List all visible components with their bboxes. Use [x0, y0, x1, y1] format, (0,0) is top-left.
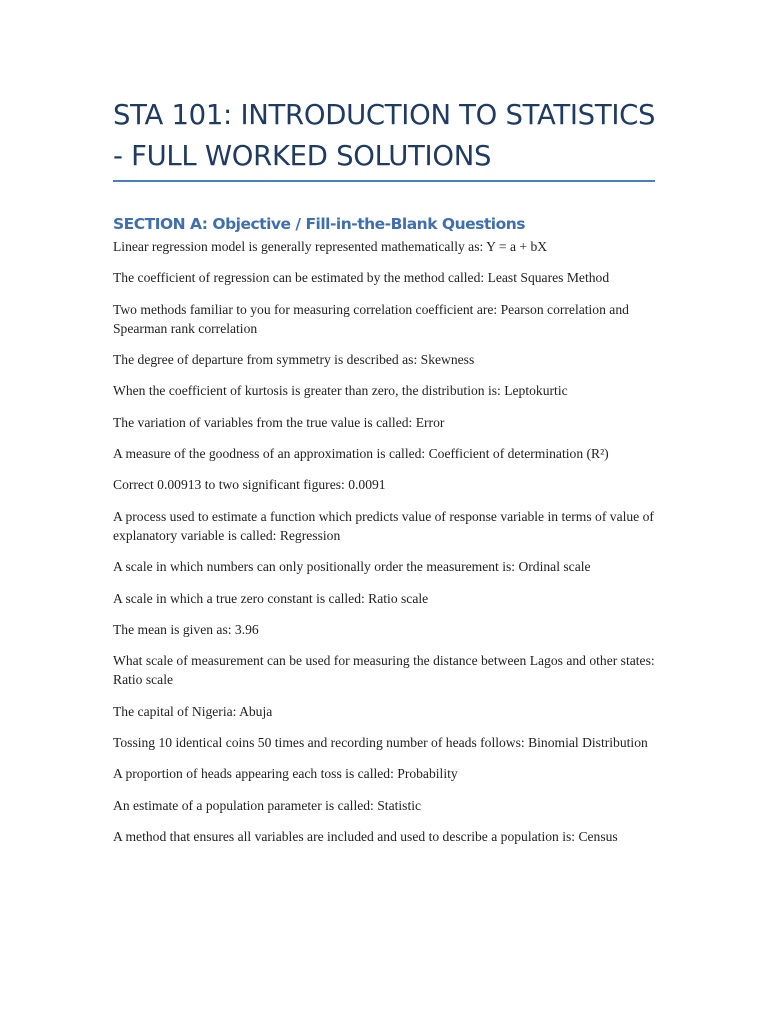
- list-item: What scale of measurement can be used for measuring the distance between Lagos and other states: Ratio scale: [113, 653, 655, 688]
- list-item: When the coefficient of kurtosis is greater than zero, the distribution is: Leptokurtic: [113, 383, 568, 399]
- list-item: The mean is given as: 3.96: [113, 621, 259, 637]
- list-item: The variation of variables from the true value is called: Error: [113, 414, 445, 430]
- list-item: Two methods familiar to you for measuring correlation coefficient are: Pearson correlation and Spearman rank correlation: [113, 301, 629, 336]
- title-divider: [113, 180, 655, 182]
- list-item: An estimate of a population parameter is called: Statistic: [113, 797, 422, 813]
- list-item: A measure of the goodness of an approximation is called: Coefficient of determination (R²): [113, 446, 609, 462]
- list-item: The capital of Nigeria: Abuja: [113, 703, 273, 719]
- list-item: A scale in which numbers can only positionally order the measurement is: Ordinal scale: [113, 559, 591, 575]
- section-a-heading: SECTION A: Objective / Fill-in-the-Blank Questions: [113, 215, 526, 233]
- list-item: A scale in which a true zero constant is called: Ratio scale: [113, 590, 429, 606]
- list-item: The coefficient of regression can be estimated by the method called: Least Squares Method: [113, 270, 610, 286]
- list-item: Tossing 10 identical coins 50 times and recording number of heads follows: Binomial Distribution: [113, 735, 648, 751]
- list-item: The degree of departure from symmetry is described as: Skewness: [113, 352, 475, 368]
- page-title: STA 101: INTRODUCTION TO STATISTICS - FULL WORKED SOLUTIONS: [113, 99, 656, 172]
- list-item: A process used to estimate a function which predicts value of response variable in terms of value of explanatory variable is called: Regression: [113, 508, 654, 543]
- list-item: Correct 0.00913 to two significant figures: 0.0091: [113, 477, 386, 493]
- question-answer-list: [113, 237, 658, 858]
- list-item: A proportion of heads appearing each toss is called: Probability: [113, 766, 458, 782]
- list-item: A method that ensures all variables are included and used to describe a population is: Census: [113, 828, 618, 844]
- list-item: Linear regression model is generally represented mathematically as: Y = a + bX: [113, 239, 548, 254]
